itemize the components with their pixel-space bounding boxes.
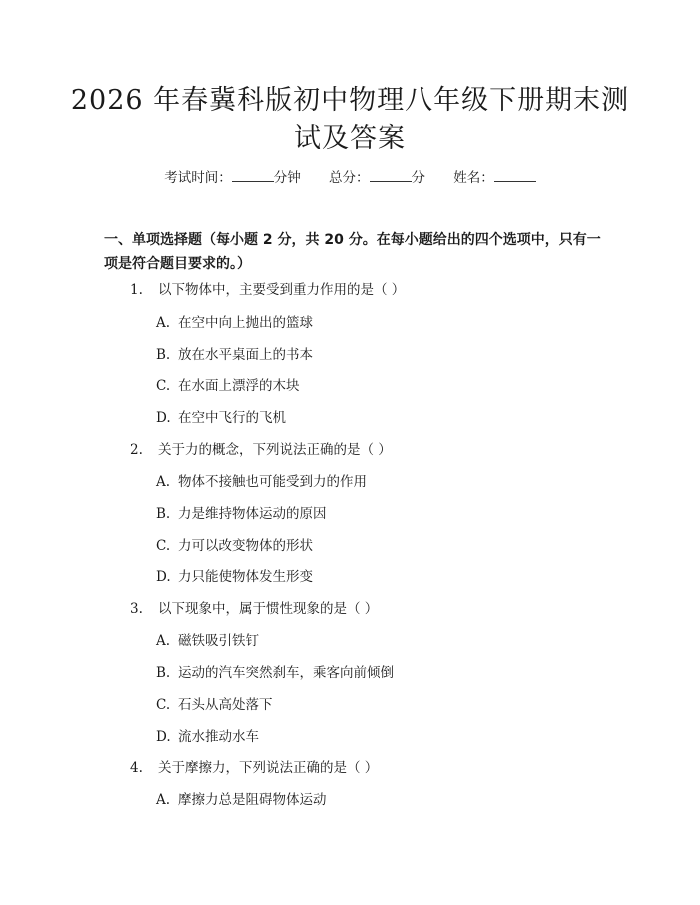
total-score-blank xyxy=(370,169,412,182)
question-2-option-b xyxy=(156,504,327,524)
exam-time-blank xyxy=(232,169,274,182)
page-title-line-2: 试及答案 xyxy=(294,123,406,154)
question-3-option-a xyxy=(156,631,259,651)
question-text: 以下物体中，主要受到重力作用的是（ ） xyxy=(158,282,406,298)
option-text: 力可以改变物体的形状 xyxy=(178,538,313,554)
student-name-blank xyxy=(494,169,536,182)
question-1 xyxy=(130,280,405,300)
question-3-option-d xyxy=(156,727,259,747)
question-2-option-a xyxy=(156,472,367,492)
option-text: 在水面上漂浮的木块 xyxy=(178,378,300,394)
question-number: 3. xyxy=(130,601,143,617)
option-letter: B. xyxy=(156,506,171,522)
exam-time-field xyxy=(164,168,301,188)
option-letter: D. xyxy=(156,729,171,745)
option-letter: B. xyxy=(156,347,171,363)
question-1-option-d xyxy=(156,408,286,428)
section-heading-single-choice: 一、单项选择题（每小题 2 分，共 20 分。在每小题给出的四个选项中，只有一项是符合题目要求的。） xyxy=(104,232,601,272)
exam-time-unit: 分钟 xyxy=(273,170,301,186)
question-text: 以下现象中，属于惯性现象的是（ ） xyxy=(158,601,379,617)
option-letter: A. xyxy=(156,792,171,808)
question-text: 关于力的概念，下列说法正确的是（ ） xyxy=(158,442,392,458)
question-3 xyxy=(130,599,378,619)
option-text: 力是维持物体运动的原因 xyxy=(178,506,327,522)
question-1-option-b xyxy=(156,345,313,365)
option-letter: C. xyxy=(156,538,171,554)
option-text: 放在水平桌面上的书本 xyxy=(178,347,313,363)
total-score-field xyxy=(329,168,425,188)
option-letter: B. xyxy=(156,665,171,681)
question-1-option-c xyxy=(156,376,300,396)
question-1-option-a xyxy=(156,313,313,333)
question-4 xyxy=(130,758,378,778)
option-text: 流水推动水车 xyxy=(178,729,259,745)
student-name-field xyxy=(453,168,536,188)
option-letter: C. xyxy=(156,378,171,394)
option-text: 在空中飞行的飞机 xyxy=(178,410,286,426)
option-text: 在空中向上抛出的篮球 xyxy=(178,315,313,331)
total-score-label: 总分： xyxy=(329,170,370,186)
question-3-option-b xyxy=(156,663,394,683)
question-3-option-c xyxy=(156,695,273,715)
option-text: 物体不接触也可能受到力的作用 xyxy=(178,474,367,490)
question-2-option-d xyxy=(156,567,313,587)
question-4-option-a xyxy=(156,790,327,810)
option-text: 力只能使物体发生形变 xyxy=(178,569,313,585)
option-letter: D. xyxy=(156,569,171,585)
question-text: 关于摩擦力，下列说法正确的是（ ） xyxy=(158,760,379,776)
page-title-line-1: 2026 年春冀科版初中物理八年级下册期末测 xyxy=(70,85,630,116)
total-score-unit: 分 xyxy=(411,170,425,186)
exam-info-row xyxy=(0,168,700,188)
question-2-option-c xyxy=(156,536,313,556)
option-letter: C. xyxy=(156,697,171,713)
option-text: 磁铁吸引铁钉 xyxy=(178,633,259,649)
option-letter: A. xyxy=(156,633,171,649)
question-number: 4. xyxy=(130,760,143,776)
option-letter: A. xyxy=(156,474,171,490)
question-number: 2. xyxy=(130,442,143,458)
student-name-label: 姓名： xyxy=(453,170,494,186)
option-letter: A. xyxy=(156,315,171,331)
option-text: 石头从高处落下 xyxy=(178,697,273,713)
option-text: 摩擦力总是阻碍物体运动 xyxy=(178,792,327,808)
option-text: 运动的汽车突然刹车，乘客向前倾倒 xyxy=(178,665,394,681)
question-number: 1. xyxy=(130,282,143,298)
question-2 xyxy=(130,440,392,460)
exam-time-label: 考试时间： xyxy=(164,170,232,186)
option-letter: D. xyxy=(156,410,171,426)
